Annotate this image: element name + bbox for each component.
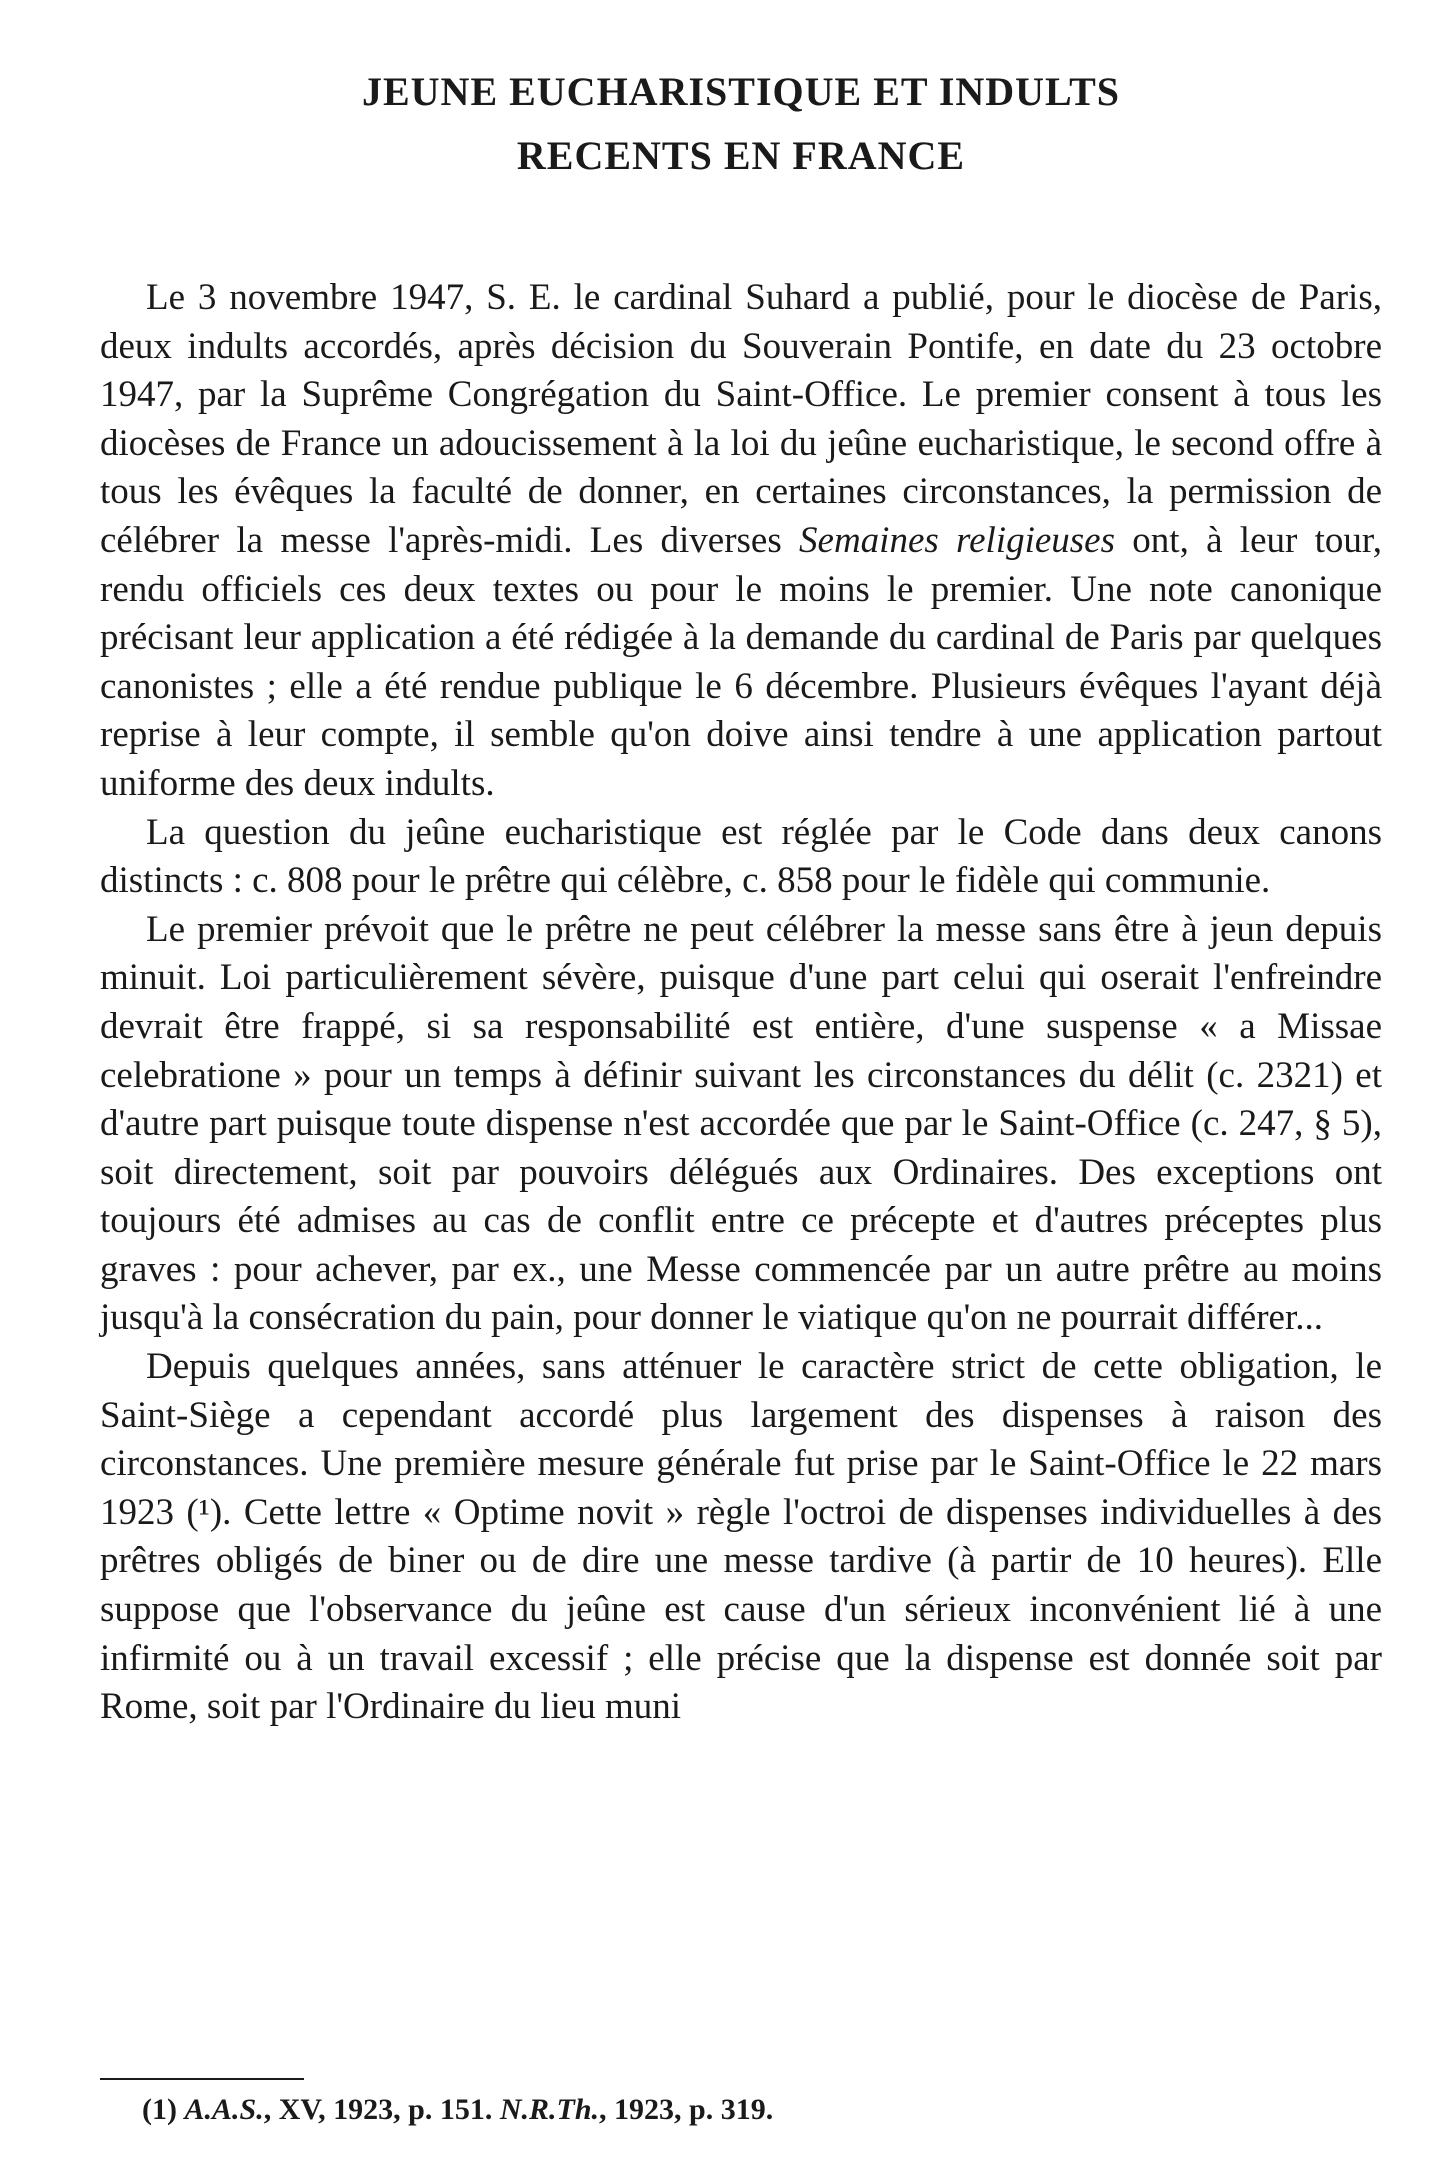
publication-title: Semaines religieuses (799, 519, 1115, 561)
footnote (142, 2090, 773, 2130)
article-title (100, 60, 1382, 188)
paragraph-1-part-b: ont, à leur tour, rendu officiels ces deux textes ou pour le moins le premier. Une note canonique précisant leur application a été rédigée à la demande du cardinal de Paris par quelques canonistes ; elle a été rendue publique le 6 décembre. Plusieurs évêques l'ayant déjà reprise à leur compte, il semble qu'on doive ainsi tendre à une application partout uniforme des deux indults. (100, 519, 1382, 804)
page (100, 60, 1382, 1732)
paragraph-1 (100, 274, 1382, 809)
footnote-text-1: , XV, 1923, p. 151. (263, 2093, 493, 2126)
footnote-divider (100, 2078, 304, 2080)
paragraph-4: Depuis quelques années, sans atténuer le caractère strict de cette obligation, le Saint-Siège a cependant accordé plus largement des dispenses à raison des circonstances. Une première mesure générale fut prise par le Saint-Office le 22 mars 1923 (¹). Cette lettre « Optime novit » règle l'octroi de dispenses individuelles à des prêtres obligés de biner ou de dire une messe tardive (à partir de 10 heures). Elle suppose que l'observance du jeûne est cause d'un sérieux inconvénient lié à une infirmité ou à un travail excessif ; elle précise que la dispense est donnée soit par Rome, soit par l'Ordinaire du lieu muni (100, 1346, 1382, 1728)
title-line-2: RECENTS EN FRANCE (516, 133, 966, 178)
article-body (100, 274, 1382, 1732)
footnote-ref-2: N.R.Th. (499, 2093, 600, 2126)
title-line-1: JEUNE EUCHARISTIQUE ET INDULTS (361, 69, 1120, 114)
paragraph-3: Le premier prévoit que le prêtre ne peut célébrer la messe sans être à jeun depuis minuit. Loi particulièrement sévère, puisque d'une part celui qui oserait l'enfreindre devrait être frappé, si sa responsabilité est entière, d'une suspense « a Missae celebratione » pour un temps à définir suivant les circonstances du délit (c. 2321) et d'autre part puisque toute dispense n'est accordée que par le Saint-Office (c. 247, § 5), soit directement, soit par pouvoirs délégués aux Ordinaires. Des exceptions ont toujours été admises au cas de conflit entre ce précepte et d'autres préceptes plus graves : pour achever, par ex., une Messe commencée par un autre prêtre au moins jusqu'à la consécration du pain, pour donner le viatique qu'on ne pourrait différer... (100, 908, 1382, 1339)
footnote-text-2: , 1923, p. 319. (599, 2093, 774, 2126)
footnote-ref-1: A.A.S. (184, 2093, 264, 2126)
paragraph-1-part-a: Le 3 novembre 1947, S. E. le cardinal Suhard a publié, pour le diocèse de Paris, deux indults accordés, après décision du Souverain Pontife, en date du 23 octobre 1947, par la Suprême Congrégation du Saint-Office. Le premier consent à tous les diocèses de France un adoucissement à la loi du jeûne eucharistique, le second offre à tous les évêques la faculté de donner, en certaines circonstances, la permission de célébrer la messe l'après-midi. Les diverses (100, 277, 1382, 561)
footnote-marker: (1) (142, 2093, 177, 2126)
paragraph-2: La question du jeûne eucharistique est réglée par le Code dans deux canons distincts : c. 808 pour le prêtre qui célèbre, c. 858 pour le fidèle qui communie. (100, 811, 1382, 902)
